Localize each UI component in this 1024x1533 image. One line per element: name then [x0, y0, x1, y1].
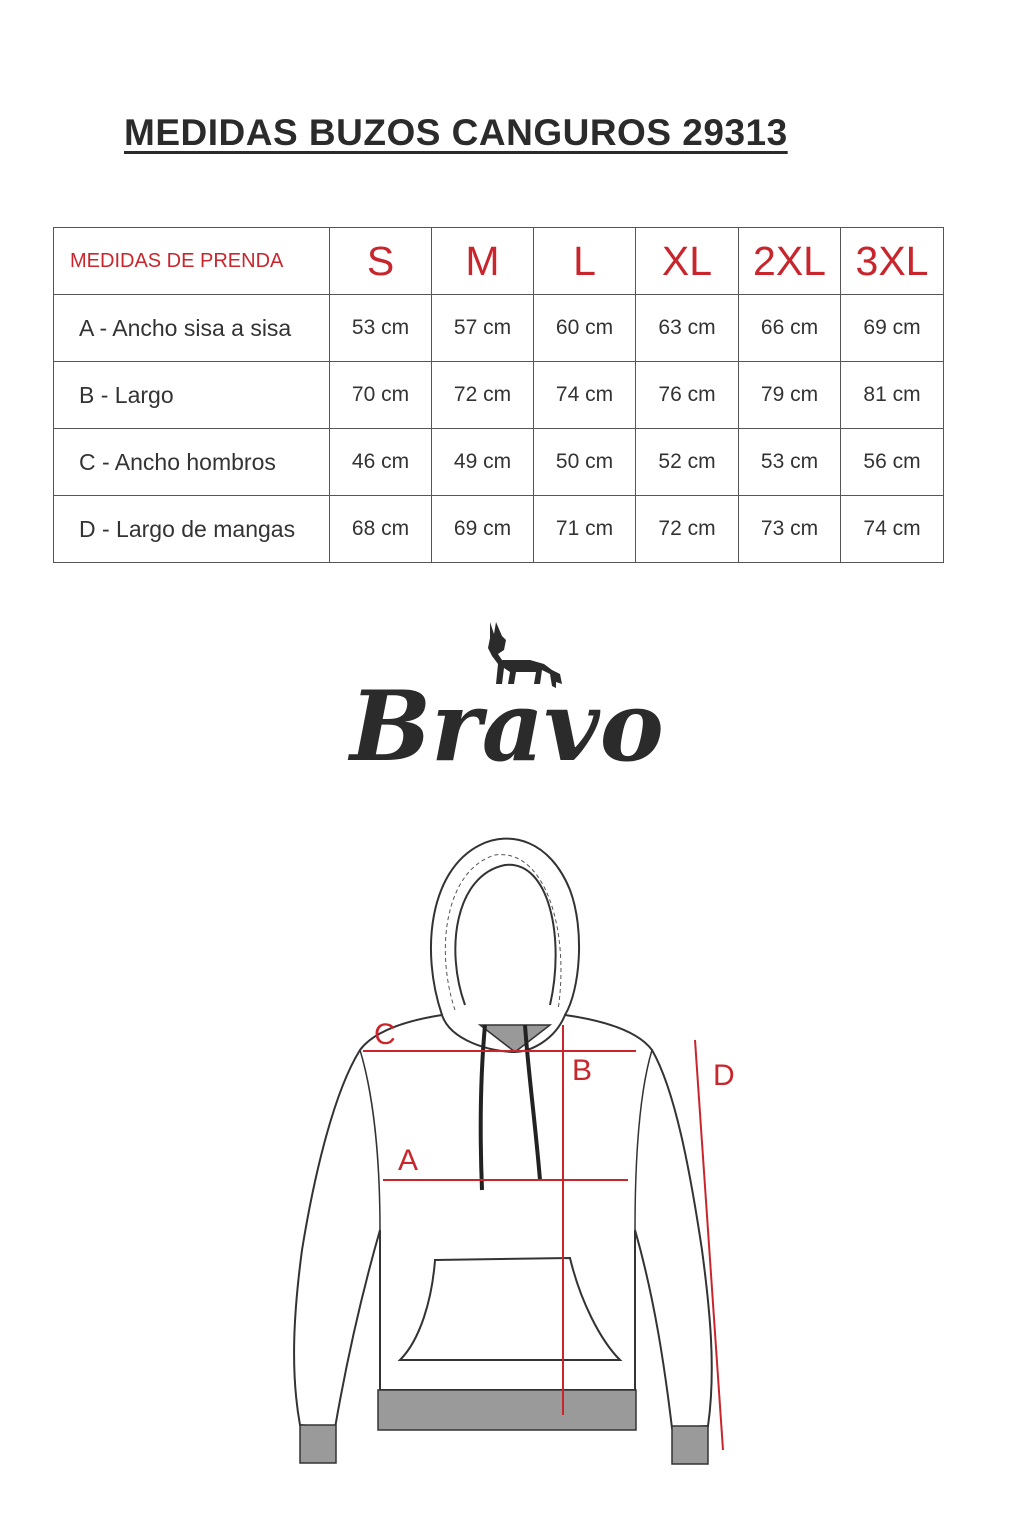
label-a: A — [398, 1144, 419, 1177]
row-label: B - Largo — [54, 362, 330, 429]
size-header-3xl: 3XL — [841, 228, 944, 295]
table-cell: 53 cm — [739, 429, 841, 496]
brand-logo — [330, 610, 690, 780]
table-cell: 73 cm — [739, 496, 841, 563]
table-cell: 50 cm — [534, 429, 636, 496]
table-cell: 63 cm — [636, 295, 739, 362]
size-header-l: L — [534, 228, 636, 295]
table-cell: 72 cm — [432, 362, 534, 429]
table-cell: 70 cm — [330, 362, 432, 429]
row-label: C - Ancho hombros — [54, 429, 330, 496]
label-c: C — [374, 1018, 396, 1051]
table-row — [54, 429, 944, 496]
cuff-right — [672, 1426, 708, 1464]
table-cell: 56 cm — [841, 429, 944, 496]
table-cell: 52 cm — [636, 429, 739, 496]
table-corner-label: MEDIDAS DE PRENDA — [54, 228, 330, 295]
size-chart-table — [53, 227, 944, 563]
table-cell: 49 cm — [432, 429, 534, 496]
cuff-left — [300, 1425, 336, 1463]
size-header-m: M — [432, 228, 534, 295]
table-cell: 53 cm — [330, 295, 432, 362]
hoodie-diagram — [280, 830, 750, 1470]
table-cell: 57 cm — [432, 295, 534, 362]
table-cell: 69 cm — [432, 496, 534, 563]
table-cell: 74 cm — [841, 496, 944, 563]
table-cell: 76 cm — [636, 362, 739, 429]
waist-rib — [378, 1390, 636, 1430]
table-cell: 71 cm — [534, 496, 636, 563]
table-cell: 68 cm — [330, 496, 432, 563]
table-cell: 79 cm — [739, 362, 841, 429]
table-row — [54, 295, 944, 362]
size-header-xl: XL — [636, 228, 739, 295]
label-b: B — [572, 1054, 593, 1087]
row-label: A - Ancho sisa a sisa — [54, 295, 330, 362]
page-title: MEDIDAS BUZOS CANGUROS 29313 — [124, 112, 788, 153]
table-cell: 74 cm — [534, 362, 636, 429]
hood-stitch — [445, 855, 561, 1010]
table-cell: 66 cm — [739, 295, 841, 362]
table-cell: 81 cm — [841, 362, 944, 429]
table-row — [54, 362, 944, 429]
table-header-row — [54, 228, 944, 295]
row-label: D - Largo de mangas — [54, 496, 330, 563]
size-header-2xl: 2XL — [739, 228, 841, 295]
table-row — [54, 496, 944, 563]
brand-wordmark: Bravo — [350, 670, 664, 780]
table-cell: 72 cm — [636, 496, 739, 563]
table-cell: 69 cm — [841, 295, 944, 362]
table-cell: 46 cm — [330, 429, 432, 496]
label-d: D — [713, 1059, 735, 1092]
hood-opening — [455, 865, 555, 1005]
table-cell: 60 cm — [534, 295, 636, 362]
body-outline — [294, 1015, 712, 1428]
size-header-s: S — [330, 228, 432, 295]
